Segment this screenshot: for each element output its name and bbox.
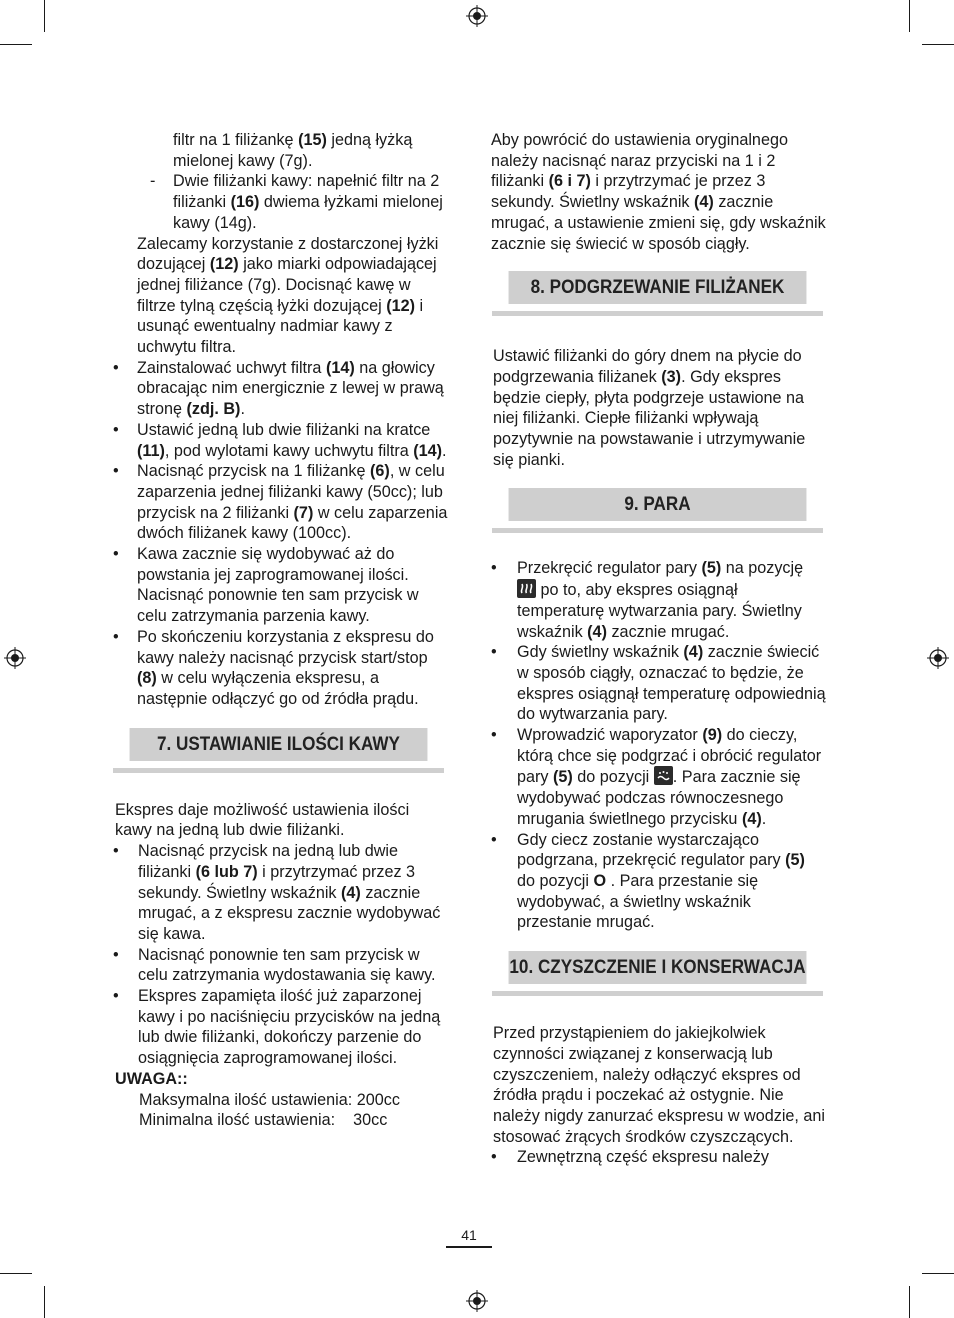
list-item: • Wprowadzić waporyzator (9) do cieczy, którą chce się podgrzać i obrócić regulator pary (5) do pozycji . Para zacznie się wydobywać podczas równoczesnego mrugania świetlnego przycisku (4). <box>491 725 826 830</box>
crop-mark <box>909 0 910 32</box>
list-item: • Ustawić jedną lub dwie filiżanki na kratce (11), pod wylotami kawy uchwytu filtra (14). <box>113 420 448 461</box>
note-label: UWAGA:: <box>115 1069 188 1088</box>
crop-mark <box>0 44 32 45</box>
crop-mark <box>44 0 45 32</box>
dosing-note: Zalecamy korzystanie z dostarczonej łyżki dozującej (12) jako miarki odpowiadającej jednej filiżance (7g). Docisnąć kawę w filtrze tylną częścią łyżki dozującej (12) i usunąć ewentualny nadmiar kawy z uchwytu filtra. <box>137 234 439 357</box>
section-9-header <box>492 488 823 533</box>
list-item: • Nacisnąć ponownie ten sam przycisk w celu zatrzymania wydostawania się kawy. <box>113 945 448 986</box>
section-title: 10. CZYSZCZENIE I KONSERWACJA <box>509 951 807 984</box>
section-10-body: Przed przystąpieniem do jakiejkolwiek czynności związanej z konserwacją lub czyszczeniem, należy odłączyć ekspres od źródła prądu i poczekać aż ostygnie. Nie należy nigdy zanurzać ekspresu w wodzie, ani stosować żrących środków czyszczących. <box>493 1024 826 1146</box>
crop-mark <box>922 44 954 45</box>
list-item: • Gdy ciecz zostanie wystarczająco podgrzana, przekręcić regulator pary (5) do pozycji O . Para przestanie się wydobywać, a świetlny wskaźnik przestanie mrugać. <box>491 830 826 934</box>
dash-list-item: - Dwie filiżanki kawy: napełnić filtr na 2 filiżanki (16) dwiema łyżkami mielonej kawy (14g). <box>113 171 448 233</box>
vapor-icon <box>654 766 673 785</box>
crop-mark <box>922 1273 954 1274</box>
reset-paragraph: Aby powrócić do ustawienia oryginalnego należy nacisnąć naraz przyciski na 1 i 2 filiżanki (6 i 7) i przytrzymać je przez 3 sekundy. Świetlny wskaźnik (4) zacznie mrugać, a ustawienie zmieni się, gdy wskaźnik zacznie się świecić w sposób ciągły. <box>491 131 826 253</box>
right-column <box>491 130 826 1168</box>
section-10-header <box>492 951 823 996</box>
crop-mark <box>909 1286 910 1318</box>
list-item: • Zainstalować uchwyt filtra (14) na głowicy obracając nim energicznie z lewej w prawą stronę (zdj. B). <box>113 358 448 420</box>
list-item: • Nacisnąć przycisk na 1 filiżankę (6), w celu zaparzenia jednej filiżanki kawy (50cc); lub przycisk na 2 filiżanki (7) w celu zaparzenia dwóch filiżanek kawy (100cc). <box>113 461 448 544</box>
section-title: 8. PODGRZEWANIE FILIŻANEK <box>509 271 807 304</box>
min-setting: Minimalna ilość ustawienia: 30cc <box>139 1111 388 1130</box>
list-item: • Gdy świetlny wskaźnik (4) zacznie świecić w sposób ciągły, oznaczać to będzie, że ekspres osiągnął temperaturę odpowiednią do wytwarzania pary. <box>491 642 826 725</box>
list-item: • Kawa zacznie się wydobywać aż do powstania jej zaprogramowanej ilości. Nacisnąć ponownie ten sam przycisk w celu zatrzymania parzenia kawy. <box>113 544 448 627</box>
registration-mark-icon <box>4 647 26 669</box>
crop-mark <box>44 1286 45 1318</box>
section-7-header <box>113 728 444 773</box>
left-column <box>113 130 448 1131</box>
list-item: • Przekręcić regulator pary (5) na pozycję po to, aby ekspres osiągnął temperaturę wytwarzania pary. Świetlny wskaźnik (4) zacznie mrugać. <box>491 558 826 642</box>
section-8-body: Ustawić filiżanki do góry dnem na płycie do podgrzewania filiżanek (3). Gdy ekspres będzie ciepły, płyta podgrzeje ustawione na niej filiżanki. Ciepłe filiżanki wpływają pozytywnie na powstawanie i utrzymywanie się pianki. <box>493 347 806 469</box>
section-8-header <box>492 271 823 316</box>
section-7-intro: Ekspres daje możliwość ustawienia ilości kawy na jedną lub dwie filiżanki. <box>115 800 410 840</box>
section-title: 7. USTAWIANIE ILOŚCI KAWY <box>130 728 428 761</box>
registration-mark-icon <box>927 647 949 669</box>
crop-mark <box>0 1273 32 1274</box>
page-number: 41 <box>446 1226 492 1248</box>
intro-continuation: filtr na 1 filiżankę (15) jedną łyżką mielonej kawy (7g). <box>173 131 413 170</box>
list-item: • Ekspres zapamięta ilość już zaparzonej kawy i po naciśnięciu przycisków na jedną lub dwie filiżanki, dokończy parzenie do osiągnięcia zaprogramowanej ilości. <box>113 986 448 1069</box>
registration-mark-icon <box>466 1290 488 1312</box>
steam-icon <box>517 579 536 598</box>
list-item: • Po skończeniu korzystania z ekspresu do kawy należy nacisnąć przycisk start/stop (8) w celu wyłączenia ekspresu, a następnie odłączyć go od źródła prądu. <box>113 627 448 710</box>
registration-mark-icon <box>466 5 488 27</box>
list-item: • Zewnętrzną część ekspresu należy <box>491 1147 826 1168</box>
section-title: 9. PARA <box>509 488 807 521</box>
max-setting: Maksymalna ilość ustawienia: 200cc <box>139 1090 400 1109</box>
list-item: • Nacisnąć przycisk na jedną lub dwie filiżanki (6 lub 7) i przytrzymać przez 3 sekundy. Świetlny wskaźnik (4) zacznie mrugać, a z ekspresu zacznie wydobywać się kawa. <box>113 841 448 945</box>
